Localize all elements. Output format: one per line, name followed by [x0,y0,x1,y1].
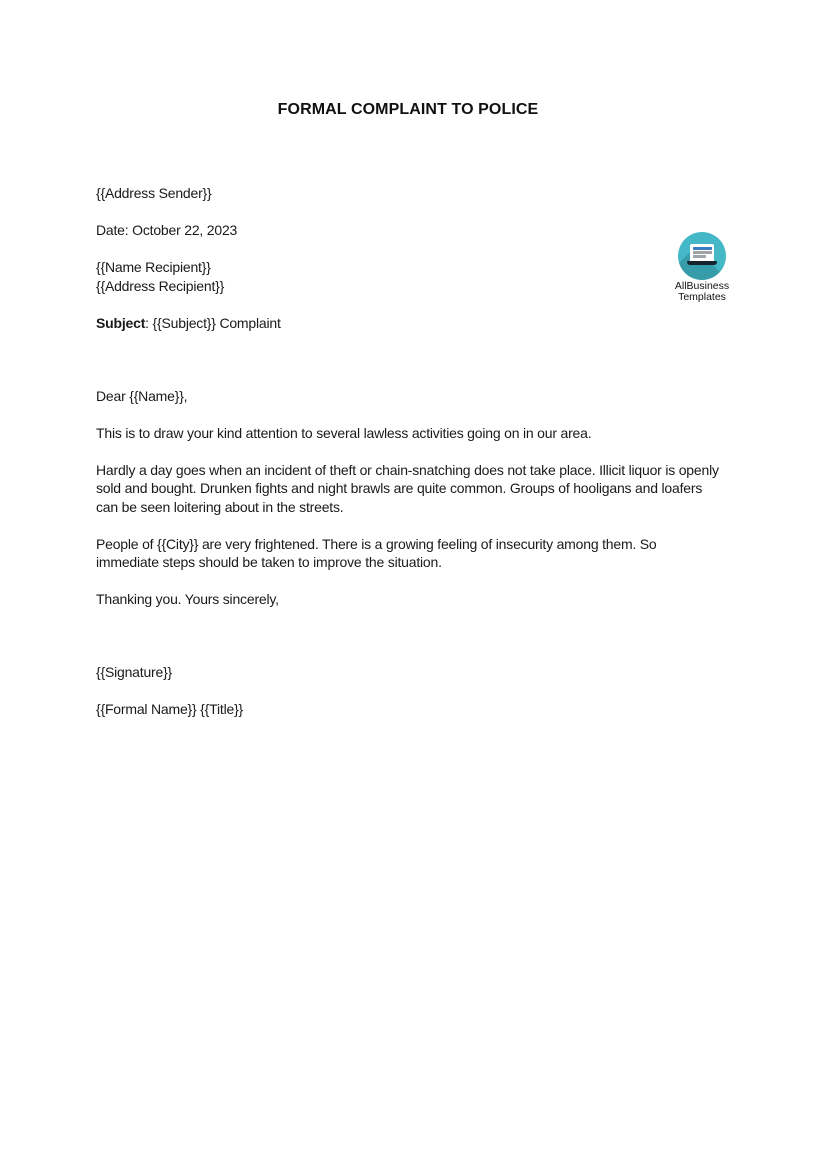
screen-line [693,247,712,250]
subject-value: : {{Subject}} Complaint [145,314,281,331]
logo-brand-text [669,281,735,304]
screen-line [693,255,706,258]
body-paragraph-1: This is to draw your kind attention to several lawless activities going on in our area. [96,424,592,441]
allbusiness-logo [669,232,735,304]
subject-line [96,314,720,333]
salutation: Dear {{Name}}, [96,387,188,404]
recipient-address: {{Address Recipient}} [96,277,225,294]
laptop-base [687,261,717,265]
laptop-icon [678,232,726,280]
laptop-screen [690,244,714,261]
closing-line: Thanking you. Yours sincerely, [96,591,279,607]
page-title: FORMAL COMPLAINT TO POLICE [277,101,539,118]
logo-brand-line2: Templates [678,291,726,303]
laptop-glyph [687,244,717,265]
recipient-block [96,258,720,295]
signoff-line: {{Formal Name}} {{Title}} [96,701,244,717]
subject-label: Subject [96,314,146,331]
signature-placeholder: {{Signature}} [96,664,173,680]
logo-brand-line1: AllBusiness [674,279,730,292]
screen-line [693,251,712,254]
body-paragraph-3: People of {{City}} are very frightened. There is a growing feeling of insecurity among them. So immediate steps should be taken to improve the situation. [96,535,657,570]
body-paragraph-2: Hardly a day goes when an incident of theft or chain-snatching does not take place. Illicit liquor is openly sold and bought. Drunken fights and night brawls are quite common. Groups of hooligans and loafers can be seen loitering about in the streets. [96,461,719,515]
letter-page [0,100,816,1156]
recipient-name: {{Name Recipient}} [96,259,211,275]
sender-address: {{Address Sender}} [96,185,212,201]
date-line: Date: October 22, 2023 [96,222,238,238]
